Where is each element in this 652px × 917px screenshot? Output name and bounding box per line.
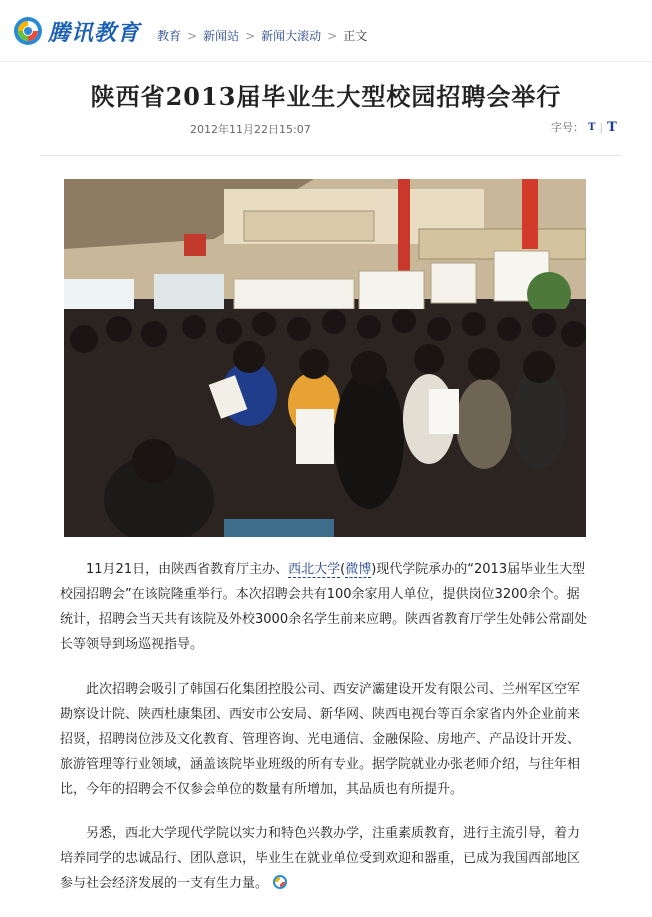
article-paragraph-2: 此次招聘会吸引了韩国石化集团控股公司、西安浐灞建设开发有限公司、兰州军区空军勘察设计院、陕西杜康集团、西安市公安局、新华网、陕西电视台等百余家省内外企业前来招贤，招聘岗位涉及文化教育、管理咨询、光电通信、金融保险、房地产、产品设计开发、旅游管理等行业领域，涵盖该院毕业班级的所有专业。据学院就业办张老师介绍，与往年相比，今年的招聘会不仅参会单位的数量有所增加，其品质也有所提升。 bbox=[60, 682, 581, 797]
font-large-button[interactable]: T bbox=[607, 119, 617, 135]
northwest-university-link[interactable]: 西北大学 bbox=[288, 562, 341, 577]
font-size-divider: | bbox=[599, 120, 604, 134]
font-small-button[interactable]: T bbox=[588, 121, 596, 133]
breadcrumb-separator: > bbox=[327, 28, 338, 43]
tencent-logo-icon bbox=[12, 15, 44, 47]
tencent-end-icon bbox=[272, 874, 288, 890]
p1-after: 现代学院承办的“2013届毕业生大型校园招聘会”在该院隆重举行。本次招聘会共有100余家用人单位，提供岗位3200余个。据统计，招聘会当天共有该院及外校3000余名学生前来应聘。陕西省教育厅学生处韩公常副处长等领导到场巡视指导。 bbox=[60, 562, 588, 652]
title-divider bbox=[40, 155, 620, 156]
logo-text: 腾讯教育 bbox=[48, 20, 141, 46]
breadcrumb-item-education[interactable]: 教育 bbox=[157, 29, 182, 43]
p1-before: 11月21日，由陕西省教育厅主办、 bbox=[86, 562, 289, 577]
breadcrumb-item-news-scroll[interactable]: 新闻大滚动 bbox=[261, 29, 322, 43]
breadcrumb-item-news-station[interactable]: 新闻站 bbox=[203, 29, 240, 43]
breadcrumb-current: 正文 bbox=[343, 29, 368, 43]
breadcrumb-separator: > bbox=[245, 28, 256, 43]
article-photo bbox=[64, 179, 586, 537]
article-paragraph-3 bbox=[60, 821, 590, 896]
weibo-link[interactable]: 微博 bbox=[345, 562, 372, 577]
breadcrumb bbox=[157, 27, 367, 44]
breadcrumb-separator: > bbox=[187, 28, 198, 43]
paren-open: ( bbox=[340, 562, 346, 577]
p3-text: 另悉，西北大学现代学院以实力和特色兴教办学，注重素质教育，进行主流引导，着力培养同学的忠诚品行、团队意识，毕业生在就业单位受到欢迎和器重，已成为我国西部地区参与社会经济发展的一支有生力量。 bbox=[60, 826, 581, 891]
site-logo[interactable] bbox=[12, 14, 144, 48]
top-bar bbox=[0, 0, 652, 62]
font-size-control bbox=[551, 119, 617, 135]
article-title: 陕西省2013届毕业生大型校园招聘会举行 bbox=[90, 82, 562, 111]
font-size-label: 字号： bbox=[551, 121, 584, 134]
article-paragraph-1 bbox=[60, 557, 590, 657]
article-date: 2012年11月22日15:07 bbox=[190, 123, 311, 136]
paren-close: ) bbox=[371, 562, 377, 577]
recruitment-fair-photo bbox=[64, 179, 586, 537]
